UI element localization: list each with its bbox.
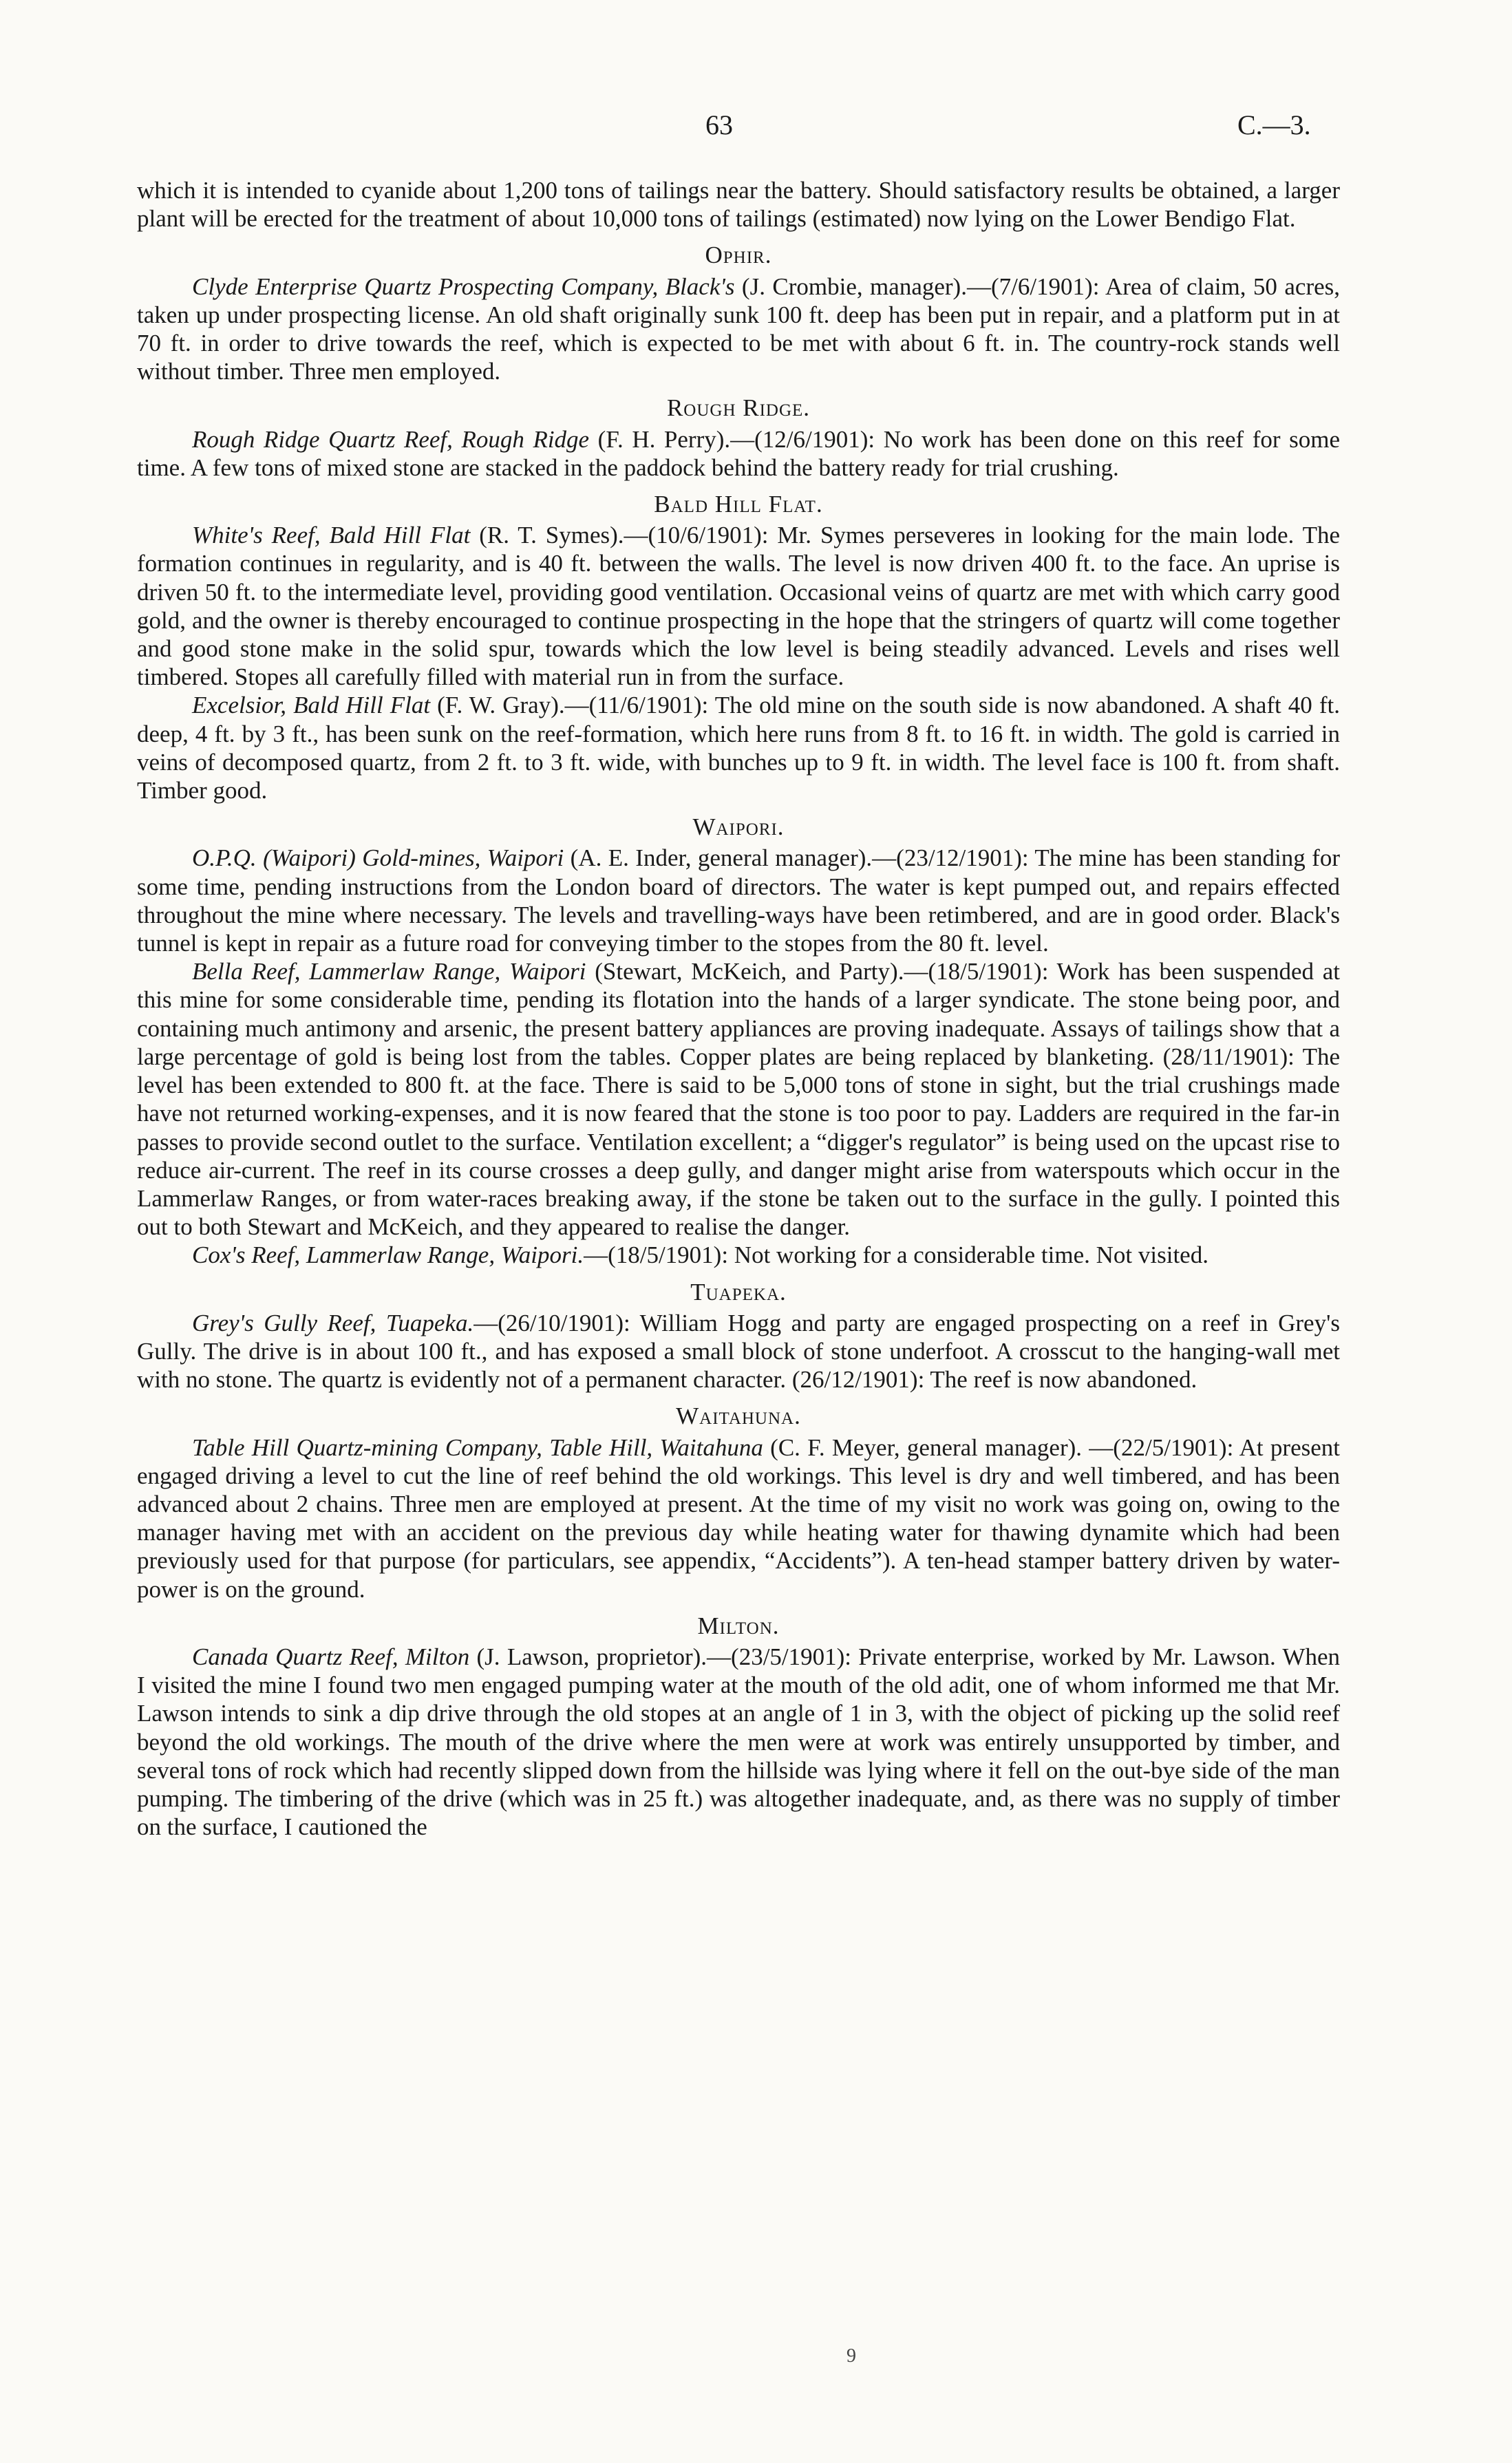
entry-title: Excelsior, Bald Hill Flat	[192, 692, 431, 719]
entry-title: Rough Ridge Quartz Reef, Rough Ridge	[192, 425, 590, 453]
paragraph: O.P.Q. (Waipori) Gold-mines, Waipori (A. E. Inder, general manager).—(23/12/1901): The mine has been standing for some time, pending instructions from the London board of directors. The water is kept pumped out, and repairs effected throughout the mine where necessary. The levels and travelling-ways have been retimbered, and are in good order. Black's tunnel is kept in repair as a future road for conveying timber to the stopes from the 80 ft. level.	[137, 844, 1340, 957]
entry-title: Clyde Enterprise Quartz Prospecting Company, Black's	[192, 273, 735, 300]
entry-title: White's Reef, Bald Hill Flat	[192, 522, 471, 549]
paragraph: Clyde Enterprise Quartz Prospecting Company, Black's (J. Crombie, manager).—(7/6/1901): Area of claim, 50 acres, taken up under prospecting license. An old shaft originally sunk 100 ft. deep has been put in repair, and a platform put in at 70 ft. in order to drive towards the reef, which is expected to be met with about 6 ft. in. The country-rock stands well without timber. Three men employed.	[137, 273, 1341, 385]
section-heading: Milton.	[697, 1612, 780, 1639]
entry-title: Bella Reef, Lammerlaw Range, Waipori	[192, 958, 586, 985]
page-number: 63	[705, 109, 733, 140]
section-heading: Waitahuna.	[676, 1403, 801, 1430]
body-text	[137, 176, 1340, 1841]
paragraph: Excelsior, Bald Hill Flat (F. W. Gray).—(11/6/1901): The old mine on the south side is now abandoned. A shaft 40 ft. deep, 4 ft. by 3 ft., has been sunk on the reef-formation, which here runs from 8 ft. to 16 ft. in width. The gold is carried in veins of decomposed quartz, from 2 ft. to 3 ft. wide, with bunches up to 9 ft. in width. The level face is 100 ft. from shaft. Timber good.	[137, 692, 1340, 804]
section-heading: Ophir.	[705, 242, 772, 269]
paragraph: Rough Ridge Quartz Reef, Rough Ridge (F. H. Perry).—(12/6/1901): No work has been done on this reef for some time. A few tons of mixed stone are stacked in the paddock behind the battery ready for trial crushing.	[137, 425, 1340, 481]
paragraph: Table Hill Quartz-mining Company, Table Hill, Waitahuna (C. F. Meyer, general manager). —(22/5/1901): At present engaged driving a level to cut the line of reef behind the old workings. This level is dry and well timbered, and has been advanced about 2 chains. Three men are employed at present. At the time of my visit no work was going on, owing to the manager having met with an accident on the previous day while heating water for thawing dynamite which had been previously used for that purpose (for particulars, see appendix, “Accidents”). A ten-head stamper battery driven by water-power is on the ground.	[137, 1433, 1341, 1603]
paragraph: Canada Quartz Reef, Milton (J. Lawson, proprietor).—(23/5/1901): Private enterprise, worked by Mr. Lawson. When I visited the mine I found two men engaged pumping water at the mouth of the old adit, one of whom informed me that Mr. Lawson intends to sink a dip drive through the old stopes at an angle of 1 in 3, with the object of picking up the solid reef beyond the old workings. The mouth of the drive where the men were at work was entirely unsupported by timber, and several tons of rock which had recently slipped down from the hillside was lying where it fell on the out-bye side of the man pumping. The timbering of the drive (which was in 25 ft.) was altogether inadequate, and, as there was no supply of timber on the surface, I cautioned the	[137, 1643, 1340, 1841]
entry-title: Grey's Gully Reef, Tuapeka.	[192, 1309, 474, 1336]
entry-title: O.P.Q. (Waipori) Gold-mines, Waipori	[192, 844, 564, 872]
section-heading: Rough Ridge.	[666, 394, 811, 422]
section-heading: Bald Hill Flat.	[654, 491, 823, 518]
section-heading: Tuapeka.	[690, 1278, 787, 1305]
entry-title: Canada Quartz Reef, Milton	[192, 1643, 470, 1670]
paragraph: Grey's Gully Reef, Tuapeka.—(26/10/1901): William Hogg and party are engaged prospecting on a reef in Grey's Gully. The drive is in about 100 ft., and has exposed a small block of stone underfoot. A crosscut to the hanging-wall met with no stone. The quartz is evidently not of a permanent character. (26/12/1901): The reef is now abandoned.	[137, 1309, 1340, 1394]
entry-title: Cox's Reef, Lammerlaw Range, Waipori.	[192, 1241, 584, 1269]
entry-title: Table Hill Quartz-mining Company, Table Hill, Waitahuna	[192, 1433, 763, 1461]
paragraph: Bella Reef, Lammerlaw Range, Waipori (Stewart, McKeich, and Party).—(18/5/1901): Work has been suspended at this mine for some considerable time, pending its flotation into the hands of a larger syndicate. The stone being poor, and containing much antimony and arsenic, the present battery appliances are proving inadequate. Assays of tailings show that a large percentage of gold is being lost from the tables. Copper plates are being replaced by blanketing. (28/11/1901): The level has been extended to 800 ft. at the face. There is said to be 5,000 tons of stone in sight, but the trial crushings made have not returned working-expenses, and it is now feared that the stone is too poor to pay. Ladders are required in the far-in passes to provide second outlet to the surface. Ventilation excellent; a “digger's regulator” is being used on the upcast rise to reduce air-current. The reef in its course crosses a deep gully, and danger might arise from waterspouts which occur in the Lammerlaw Ranges, or from water-races breaking away, if the stone be taken out to the surface in the gully. I pointed this out to both Stewart and McKeich, and they appeared to realise the danger.	[137, 958, 1340, 1241]
paragraph: which it is intended to cyanide about 1,200 tons of tailings near the battery. Should satisfactory results be obtained, a larger plant will be erected for the treatment of about 10,000 tons of tailings (estimated) now lying on the Lower Bendigo Flat.	[137, 177, 1340, 233]
footer-mark: 9	[846, 2345, 856, 2367]
section-heading: Waipori.	[692, 813, 785, 841]
document-reference: C.—3.	[1237, 109, 1311, 140]
paragraph: Cox's Reef, Lammerlaw Range, Waipori.—(18/5/1901): Not working for a considerable time. Not visited.	[192, 1241, 1208, 1269]
paragraph: White's Reef, Bald Hill Flat (R. T. Symes).—(10/6/1901): Mr. Symes perseveres in looking for the main lode. The formation continues in regularity, and is 40 ft. between the walls. The level is now driven 400 ft. to the face. An uprise is driven 50 ft. to the intermediate level, providing good ventilation. Occasional veins of quartz are met with which carry good gold, and the owner is thereby encouraged to continue prospecting in the hope that the stringers of quartz will come together and good stone make in the solid spur, towards which the low level is being steadily advanced. Levels and rises well timbered. Stopes all carefully filled with material run in from the surface.	[137, 522, 1340, 691]
